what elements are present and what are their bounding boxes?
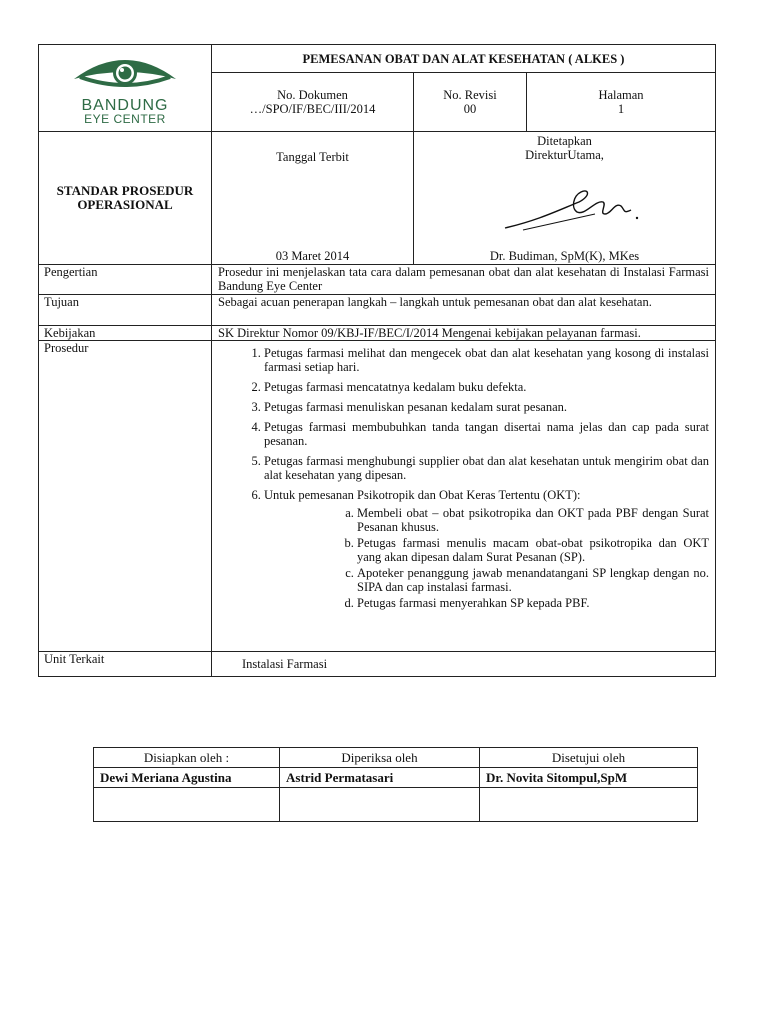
logo-text-eye-center: EYE CENTER <box>84 112 166 126</box>
doc-number-cell <box>212 73 414 132</box>
procedure-substeps-list <box>264 506 709 610</box>
eye-icon <box>70 53 180 95</box>
pengertian-text: Prosedur ini menjelaskan tata cara dalam pemesanan obat dan alat kesehatan di Instalasi Farmasi Bandung Eye Center <box>212 265 716 295</box>
procedure-steps-list <box>212 346 715 610</box>
revision-label: No. Revisi <box>443 88 497 102</box>
procedure-substep: a. Membeli obat – obat psikotropika dan OKT pada PBF dengan Surat Pesanan khusus. <box>357 506 709 534</box>
issued-date-value: 03 Maret 2014 <box>275 249 350 263</box>
procedure-step-6 <box>264 488 709 610</box>
checked-by-label: Diperiksa oleh <box>280 748 480 768</box>
logo-text-bandung: BANDUNG <box>81 97 169 114</box>
sop-label-cell <box>39 132 212 265</box>
procedure-step: 1. Petugas farmasi melihat dan mengecek obat dan alat kesehatan yang kosong di instalasi farmasi setiap hari. <box>264 346 709 374</box>
kebijakan-label: Kebijakan <box>39 326 212 341</box>
approval-line2: DirekturUtama, <box>525 148 604 162</box>
revision-cell <box>414 73 527 132</box>
prepared-by-signature <box>94 788 280 822</box>
prosedur-content <box>212 341 716 652</box>
bandung-eye-center-logo <box>39 51 211 125</box>
document-title: PEMESANAN OBAT DAN ALAT KESEHATAN ( ALKES ) <box>212 45 716 73</box>
issued-date-cell <box>212 132 414 265</box>
procedure-substep: d. Petugas farmasi menyerahkan SP kepada PBF. <box>357 596 709 610</box>
approved-by-signature <box>480 788 698 822</box>
page-label: Halaman <box>598 88 644 102</box>
director-name: Dr. Budiman, SpM(K), MKes <box>489 249 640 263</box>
checked-by-signature <box>280 788 480 822</box>
approval-cell <box>414 132 716 265</box>
director-signature <box>499 180 649 236</box>
doc-number-value: …/SPO/IF/BEC/III/2014 <box>249 102 376 116</box>
procedure-step-6-text: Untuk pemesanan Psikotropik dan Obat Keras Tertentu (OKT): <box>264 488 581 502</box>
approved-by-label: Disetujui oleh <box>480 748 698 768</box>
sop-document-table <box>38 44 716 677</box>
procedure-step: 5. Petugas farmasi menghubungi supplier obat dan alat kesehatan untuk mengirim obat dan alat kesehatan yang dipesan. <box>264 454 709 482</box>
tujuan-text: Sebagai acuan penerapan langkah – langkah untuk pemesanan obat dan alat kesehatan. <box>212 295 716 326</box>
sop-label-line1: STANDAR PROSEDUR <box>56 183 194 198</box>
revision-value: 00 <box>463 102 477 116</box>
unit-terkait-text: Instalasi Farmasi <box>212 652 716 677</box>
page-cell <box>527 73 716 132</box>
procedure-step: 2. Petugas farmasi mencatatnya kedalam buku defekta. <box>264 380 709 394</box>
procedure-substep: c. Apoteker penanggung jawab menandatangani SP lengkap dengan no. SIPA dan cap instalasi farmasi. <box>357 566 709 594</box>
page-value: 1 <box>617 102 625 116</box>
checked-by-name: Astrid Permatasari <box>280 768 480 788</box>
issued-date-label: Tanggal Terbit <box>276 150 349 164</box>
prepared-by-label: Disiapkan oleh : <box>94 748 280 768</box>
logo-cell <box>39 45 212 132</box>
doc-number-label: No. Dokumen <box>277 88 348 102</box>
procedure-step: 3. Petugas farmasi menuliskan pesanan kedalam surat pesanan. <box>264 400 709 414</box>
prepared-by-name: Dewi Meriana Agustina <box>94 768 280 788</box>
procedure-substep: b. Petugas farmasi menulis macam obat-obat psikotropika dan OKT yang akan dipesan dalam Surat Pesanan (SP). <box>357 536 709 564</box>
signoff-table <box>93 747 698 822</box>
approval-line1: Ditetapkan <box>537 134 592 148</box>
prosedur-label: Prosedur <box>39 341 212 652</box>
kebijakan-text: SK Direktur Nomor 09/KBJ-IF/BEC/I/2014 Mengenai kebijakan pelayanan farmasi. <box>212 326 716 341</box>
approved-by-name: Dr. Novita Sitompul,SpM <box>480 768 698 788</box>
sop-label-line2: OPERASIONAL <box>77 197 173 212</box>
unit-terkait-label: Unit Terkait <box>39 652 212 677</box>
tujuan-label: Tujuan <box>39 295 212 326</box>
pengertian-label: Pengertian <box>39 265 212 295</box>
procedure-step: 4. Petugas farmasi membubuhkan tanda tangan disertai nama jelas dan cap pada surat pesanan. <box>264 420 709 448</box>
